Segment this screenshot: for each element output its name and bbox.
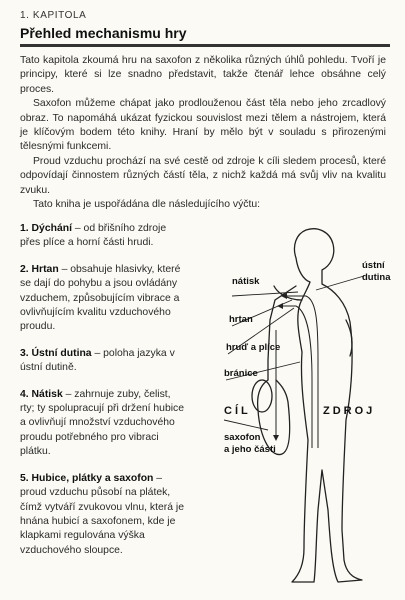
- item-text: – proud vzduchu působí na plátek, čímž vytváří zvukovou vlnu, která je hnána hubicí a saxofonem, kde je klapkami regulována výška vzduchového sloupce.: [20, 472, 184, 556]
- item-text: – obsahuje hlasivky, které se dají do pohybu a jsou ovládány vzduchem, způsobujícím vibrace a ovlivňujícím kvalitu vzduchového proudu.: [20, 263, 181, 333]
- item-term: 3. Ústní dutina: [20, 347, 92, 359]
- intro-paragraph: Proud vzduchu prochází na své cestě od zdroje k cíli sledem procesů, které odpovídají činnostem různých částí těla, z nichž každá má svůj vliv na kvalitu zvuku.: [20, 155, 386, 196]
- item-term: 1. Dýchání: [20, 223, 72, 234]
- item-term: 2. Hrtan: [20, 263, 59, 275]
- label-hrud: hruď a plíce: [226, 342, 281, 353]
- label-ustni-dutina: ústní: [362, 260, 385, 271]
- intro-paragraph: Tato kapitola zkoumá hru na saxofon z několika různých úhlů pohledu. Tvoří je principy, které si lze snadno představit, takže čtenář lehce obsáhne celý proces.: [20, 55, 386, 95]
- label-cil: CÍL: [224, 405, 251, 417]
- label-natisk: nátisk: [232, 276, 260, 287]
- label-saxofon: a jeho části: [224, 444, 276, 455]
- airflow-arrows: [276, 296, 318, 448]
- item-term: 5. Hubice, plátky a saxofon: [20, 472, 154, 484]
- label-hrtan: hrtan: [229, 314, 253, 325]
- label-zdroj: ZDROJ: [323, 405, 376, 417]
- label-branice: bránice: [224, 368, 258, 379]
- intro-paragraph: Saxofon můžeme chápat jako prodlouženou část těla nebo jeho zrcadlový obraz. To napomáhá ukázat fyzickou souvislost mezi tělem a nástrojem, která je klíčovým bodem této knihy. Hraní by mělo být v souladu s přirozenými tělesnými funkcemi.: [20, 98, 386, 153]
- item-text: – zahrnuje zuby, čelist, rty; ty spolupracují při držení hubice a ovlivňují množství vzduchového proudu potřebného pro vibraci plátku.: [20, 388, 185, 458]
- intro-paragraph: Tato kniha je uspořádána dle následujícího výčtu:: [33, 199, 261, 211]
- page-title: Přehled mechanismu hry: [20, 25, 187, 41]
- item-text: – od břišního zdroje přes plíce a horní části hrudi.: [20, 223, 167, 249]
- item-term: 4. Nátisk: [20, 388, 63, 400]
- label-ustni-dutina: dutina: [362, 272, 391, 283]
- chapter-label: 1. KAPITOLA: [20, 10, 87, 21]
- label-saxofon: saxofon: [224, 432, 261, 443]
- item-text: – poloha jazyka v ústní dutině.: [20, 347, 175, 374]
